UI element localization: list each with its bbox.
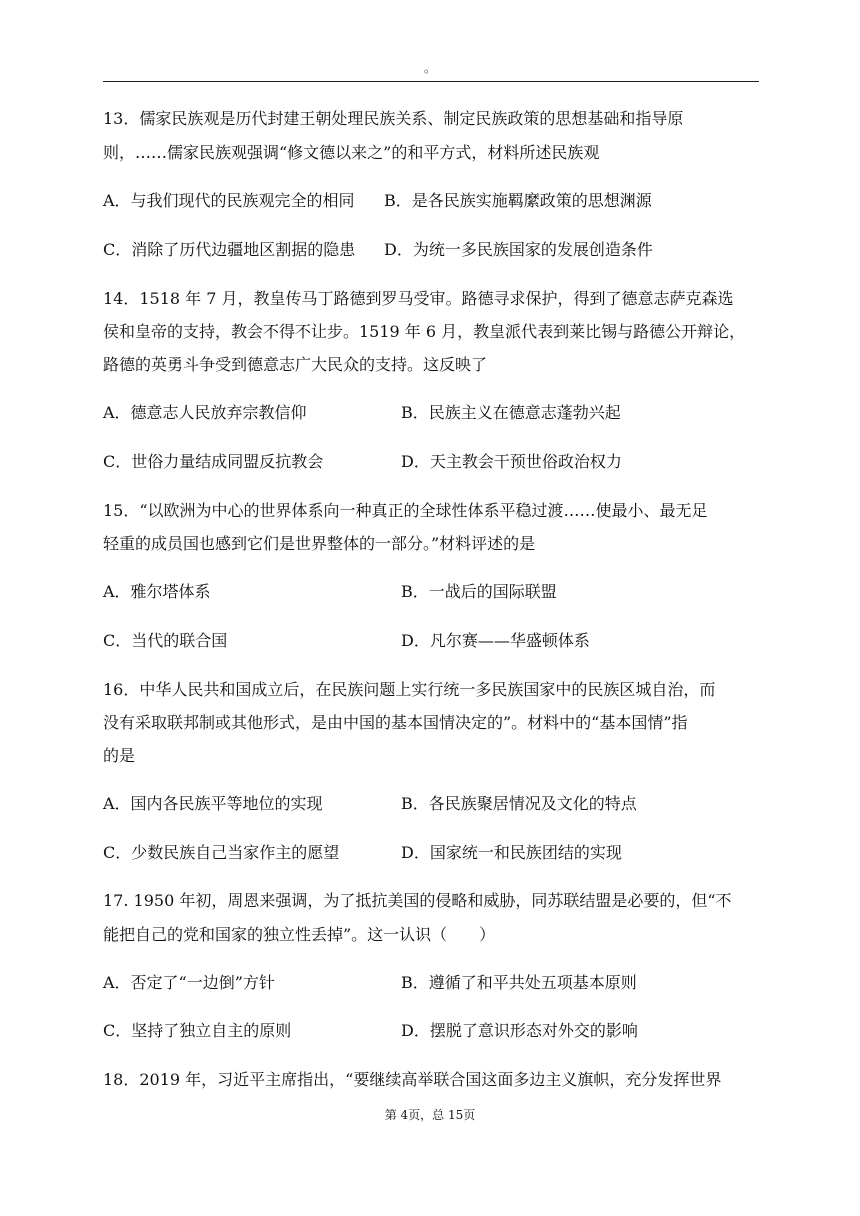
option-17-c: C．坚持了独立自主的原则 xyxy=(103,1021,292,1040)
header-rule xyxy=(103,81,759,82)
option-16-b: B．各民族聚居情况及文化的特点 xyxy=(401,794,637,813)
option-14-a: A．德意志人民放弃宗教信仰 xyxy=(103,403,307,422)
question-14-line-3: 路德的英勇斗争受到德意志广大民众的支持。这反映了 xyxy=(103,355,488,374)
option-15-a: A．雅尔塔体系 xyxy=(103,582,211,601)
question-17-line-1: 17. 1950 年初，周恩来强调，为了抵抗美国的侵略和威胁，同苏联结盟是必要的，但“不 xyxy=(103,891,732,910)
option-13-c: C．消除了历代边疆地区割据的隐患 xyxy=(103,240,356,259)
option-17-b: B．遵循了和平共处五项基本原则 xyxy=(401,973,637,992)
option-14-c: C．世俗力量结成同盟反抗教会 xyxy=(103,452,324,471)
option-15-d: D．凡尔赛——华盛顿体系 xyxy=(401,631,590,650)
question-16-line-1: 16．中华人民共和国成立后，在民族问题上实行统一多民族国家中的民族区城自治，而 xyxy=(103,680,716,699)
option-14-b: B．民族主义在德意志蓬勃兴起 xyxy=(401,403,621,422)
question-14-line-2: 侯和皇帝的支持，教会不得不让步。1519 年 6 月，教皇派代表到莱比锡与路德公开辩论， xyxy=(103,322,746,341)
option-16-c: C．少数民族自己当家作主的愿望 xyxy=(103,843,340,862)
question-18-line-1: 18．2019 年，习近平主席指出，“要继续高举联合国这面多边主义旗帜，充分发挥世界 xyxy=(103,1070,722,1089)
question-16-line-2: 没有采取联邦制或其他形式，是由中国的基本国情决定的”。材料中的“基本国情”指 xyxy=(103,713,688,732)
option-16-d: D．国家统一和民族团结的实现 xyxy=(401,843,622,862)
option-13-b: B．是各民族实施羁縻政策的思想渊源 xyxy=(384,191,652,210)
option-17-a: A．否定了“一边倒”方针 xyxy=(103,973,275,992)
question-16-line-3: 的是 xyxy=(103,746,136,765)
question-15-line-1: 15．“以欧洲为中心的世界体系向一种真正的全球性体系平稳过渡……使最小、最无足 xyxy=(103,501,708,520)
option-13-a: A．与我们现代的民族观完全的相同 xyxy=(103,191,355,210)
option-15-c: C．当代的联合国 xyxy=(103,631,228,650)
option-15-b: B．一战后的国际联盟 xyxy=(401,582,557,601)
option-13-d: D．为统一多民族国家的发展创造条件 xyxy=(384,240,653,259)
option-17-d: D．摆脱了意识形态对外交的影响 xyxy=(401,1021,638,1040)
question-13-line-1: 13．儒家民族观是历代封建王朝处理民族关系、制定民族政策的思想基础和指导原 xyxy=(103,109,684,128)
question-17-line-2: 能把自己的党和国家的独立性丢掉”。这一认识（ ） xyxy=(103,925,496,944)
question-13-line-2: 则，……儒家民族观强调“修文德以来之”的和平方式，材料所述民族观 xyxy=(103,143,600,162)
question-15-line-2: 轻重的成员国也感到它们是世界整体的一部分。”材料评述的是 xyxy=(103,534,536,553)
question-14-line-1: 14．1518 年 7 月，教皇传马丁路德到罗马受审。路德寻求保护，得到了德意志萨克森选 xyxy=(103,289,734,308)
option-16-a: A．国内各民族平等地位的实现 xyxy=(103,794,323,813)
page-footer: 第 4页，总 15页 xyxy=(384,1108,476,1122)
header-mark: 。 xyxy=(423,61,436,75)
option-14-d: D．天主教会干预世俗政治权力 xyxy=(401,452,622,471)
